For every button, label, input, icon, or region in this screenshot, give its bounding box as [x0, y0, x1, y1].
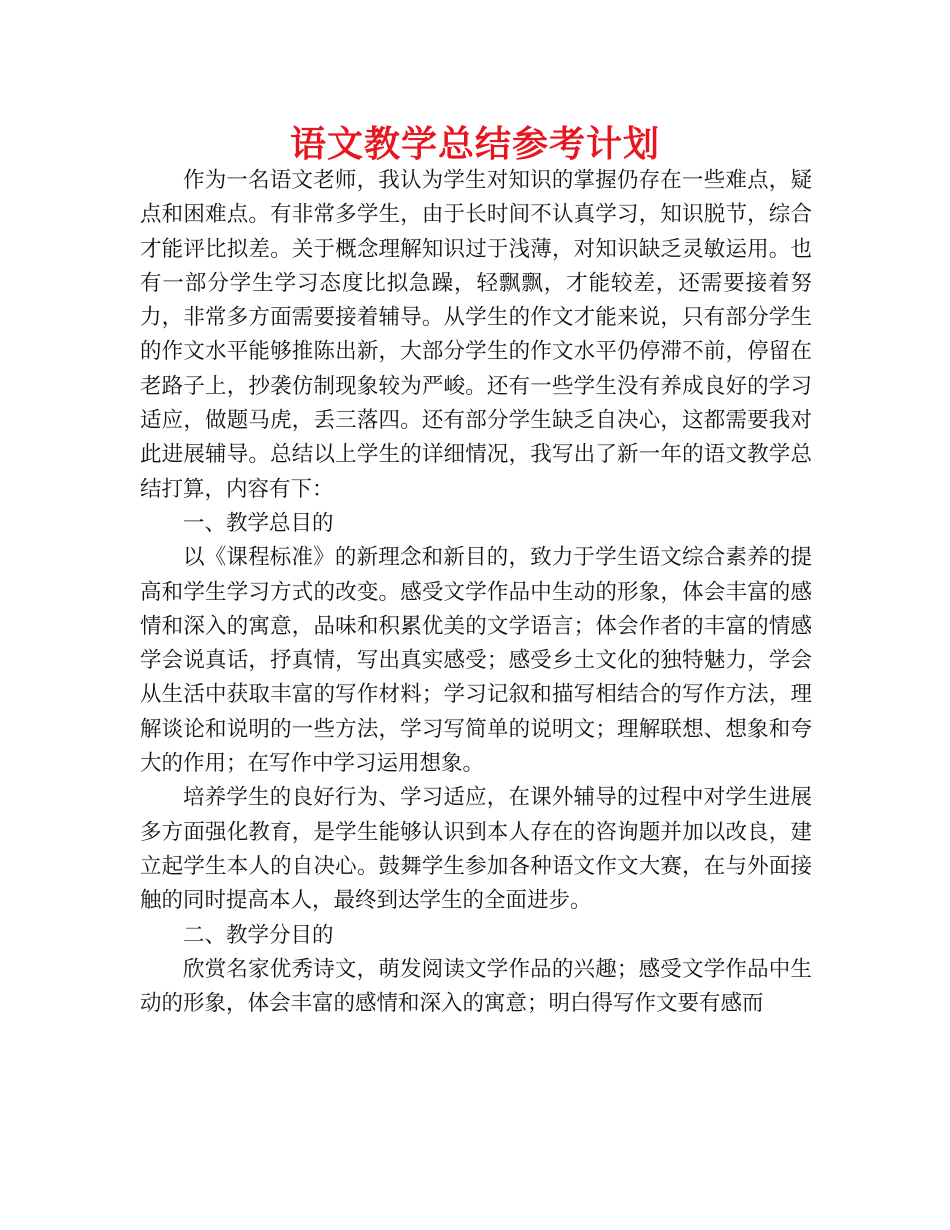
- paragraph-overall-goal: 以《课程标准》的新理念和新目的，致力于学生语文综合素养的提高和学生学习方式的改变。感受文学作品中生动的形象，体会丰富的感情和深入的寓意，品味和积累优美的文学语言；体会作者的丰富的情感学会说真话，抒真情，写出真实感受；感受乡土文化的独特魅力，学会从生活中获取丰富的写作材料；学习记叙和描写相结合的写作方法，理解谈论和说明的一些方法，学习写简单的说明文；理解联想、想象和夸大的作用；在写作中学习运用想象。: [140, 545, 812, 777]
- paragraph-sub-goals: 欣赏名家优秀诗文，萌发阅读文学作品的兴趣；感受文学作品中生动的形象，体会丰富的感情和深入的寓意；明白得写作文要有感而: [140, 956, 812, 1017]
- paragraph-habits: 培养学生的良好行为、学习适应，在课外辅导的过程中对学生进展多方面强化教育，是学生能够认识到本人存在的咨询题并加以改良，建立起学生本人的自决心。鼓舞学生参加各种语文作文大赛，在与外面接触的同时提高本人，最终到达学生的全面进步。: [140, 785, 812, 914]
- section-heading-sub-goals: 二、教学分目的: [183, 922, 334, 948]
- document-body: [140, 164, 812, 1021]
- paragraph-intro: 作为一名语文老师，我认为学生对知识的掌握仍存在一些难点，疑点和困难点。有非常多学生，由于长时间不认真学习，知识脱节，综合才能评比拟差。关于概念理解知识过于浅薄，对知识缺乏灵敏运用。也有一部分学生学习态度比拟急躁，轻飘飘，才能较差，还需要接着努力，非常多方面需要接着辅导。从学生的作文才能来说，只有部分学生的作文水平能够推陈出新，大部分学生的作文水平仍停滞不前，停留在老路子上，抄袭仿制现象较为严峻。还有一些学生没有养成良好的学习适应，做题马虎，丢三落四。还有部分学生缺乏自决心，这都需要我对此进展辅导。总结以上学生的详细情况，我写出了新一年的语文教学总结打算，内容有下：: [140, 168, 812, 502]
- document-title: 语文教学总结参考计划: [289, 124, 660, 165]
- section-heading-overall-goal: 一、教学总目的: [183, 510, 334, 536]
